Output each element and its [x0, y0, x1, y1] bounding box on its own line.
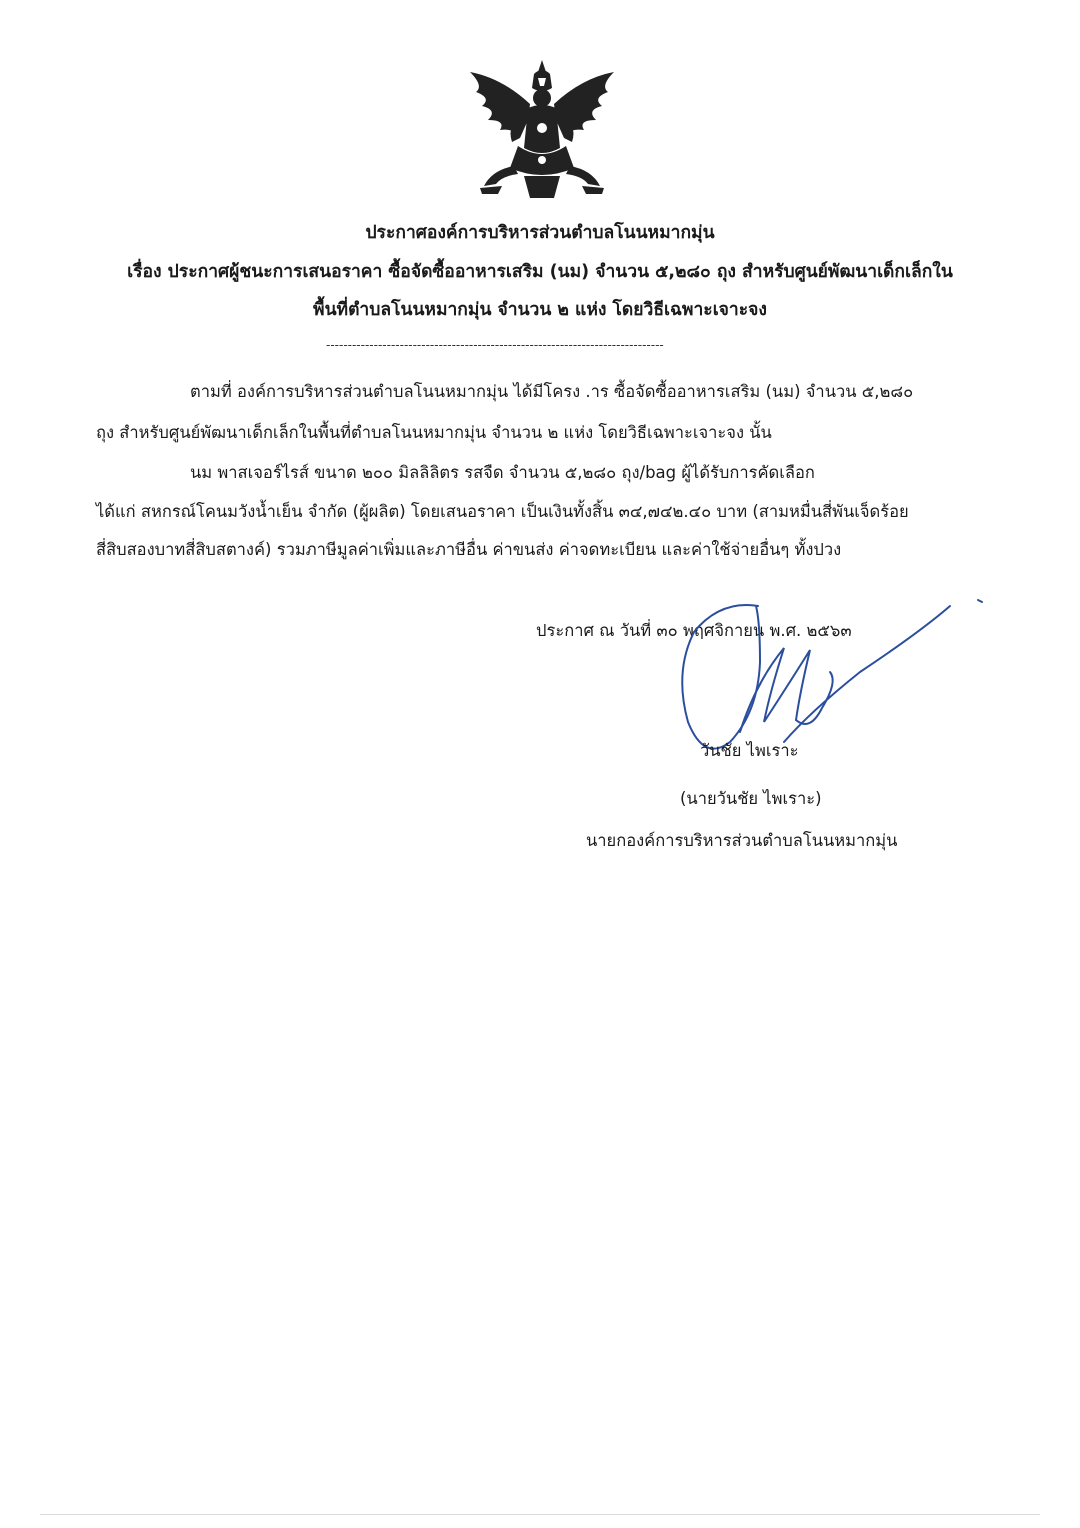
- signer-full-name: (นายวันชัย ไพเราะ): [680, 789, 822, 808]
- paragraph-2-line-3: สี่สิบสองบาทสี่สิบสตางค์) รวมภาษีมูลค่าเพิ่มและภาษีอื่น ค่าขนส่ง ค่าจดทะเบียน และค่าใช้จ่ายอื่นๆ ทั้งปวง: [96, 540, 842, 559]
- paragraph-2-line-1: นม พาสเจอร์ไรส์ ขนาด ๒๐๐ มิลลิลิตร รสจืด จำนวน ๕,๒๘๐ ถุง/bag ผู้ได้รับการคัดเลือก: [190, 463, 815, 482]
- page-bottom-edge: [40, 1514, 1040, 1515]
- paragraph-2-line-2: ได้แก่ สหกรณ์โคนมวังน้ำเย็น จำกัด (ผู้ผลิต) โดยเสนอราคา เป็นเงินทั้งสิ้น ๓๔,๗๔๒.๔๐ บาท (สามหมื่นสี่พันเจ็ดร้อย: [96, 502, 909, 521]
- subject-line-1: เรื่อง ประกาศผู้ชนะการเสนอราคา ซื้อจัดซื้ออาหารเสริม (นม) จำนวน ๕,๒๘๐ ถุง สำหรับศูนย์พัฒนาเด็กเล็กใน: [127, 262, 953, 282]
- announcement-date: ประกาศ ณ วันที่ ๓๐ พฤศจิกายน พ.ศ. ๒๕๖๓: [536, 621, 852, 640]
- announcement-title: ประกาศองค์การบริหารส่วนตำบลโนนหมากมุ่น: [365, 223, 715, 243]
- subject-line-2: พื้นที่ตำบลโนนหมากมุ่น จำนวน ๒ แห่ง โดยวิธีเฉพาะเจาะจง: [313, 300, 767, 320]
- signer-position: นายกองค์การบริหารส่วนตำบลโนนหมากมุ่น: [586, 831, 898, 850]
- garuda-emblem-icon: [462, 58, 622, 206]
- paragraph-1-line-1: ตามที่ องค์การบริหารส่วนตำบลโนนหมากมุ่น ได้มีโครง .าร ซื้อจัดซื้ออาหารเสริม (นม) จำนวน ๕,๒๘๐: [190, 382, 914, 401]
- separator-line: ------------------------------------------------------------------------------: [326, 338, 664, 352]
- signed-name: วันชัย ไพเราะ: [700, 741, 799, 760]
- paragraph-1-line-2: ถุง สำหรับศูนย์พัฒนาเด็กเล็กในพื้นที่ตำบลโนนหมากมุ่น จำนวน ๒ แห่ง โดยวิธีเฉพาะเจาะจง นั้น: [96, 423, 772, 442]
